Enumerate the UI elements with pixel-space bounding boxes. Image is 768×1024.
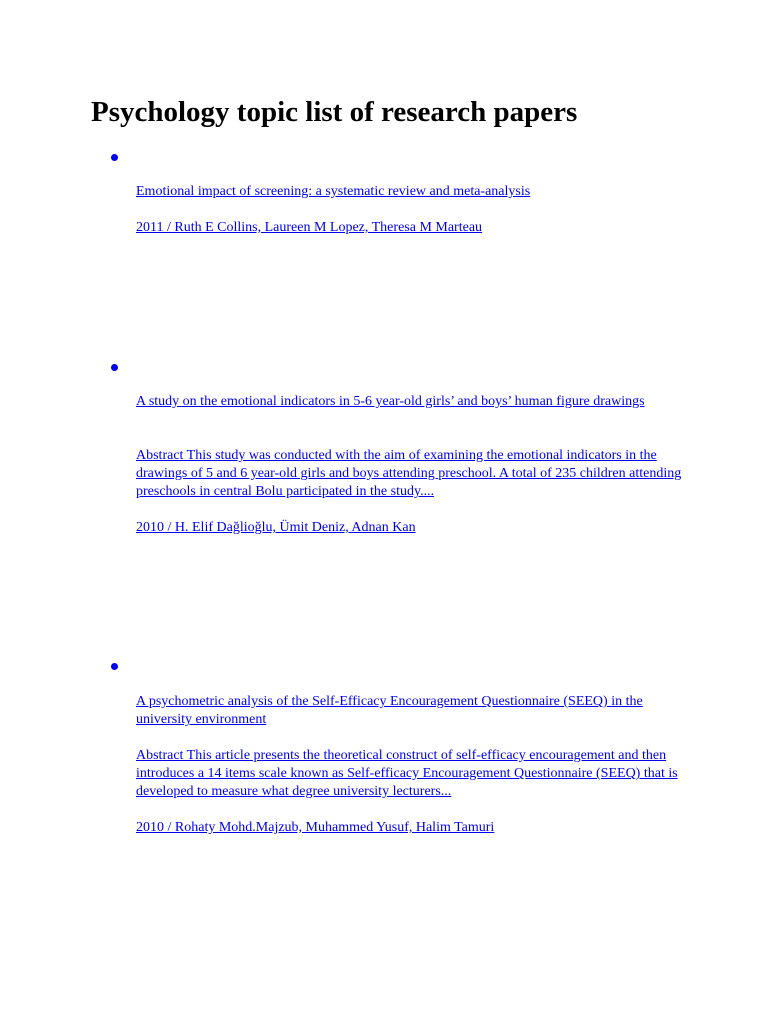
paper-meta-link[interactable]: 2011 / Ruth E Collins, Laureen M Lopez, Theresa M Marteau [136,220,483,235]
bullet-icon [111,364,118,371]
paper-title-link[interactable]: A study on the emotional indicators in 5-6 year-old girls’ and boys’ human figure drawings [136,394,645,409]
paper-abstract-link[interactable]: Abstract This article presents the theoretical construct of self-efficacy encouragement and then introduces a 14 items scale known as Self-efficacy Encouragement Questionnaire (SEEQ) that is developed to measure what degree university lecturers... [136,748,678,799]
bullet-icon [111,663,118,670]
paper-title-link[interactable]: Emotional impact of screening: a systematic review and meta-analysis [136,184,531,199]
page-title: Psychology topic list of research papers [91,96,578,128]
paper-meta-link[interactable]: 2010 / Rohaty Mohd.Majzub, Muhammed Yusuf, Halim Tamuri [136,820,495,835]
paper-abstract-link[interactable]: Abstract This study was conducted with the aim of examining the emotional indicators in the drawings of 5 and 6 year-old girls and boys attending preschool. A total of 235 children attending preschools in central Bolu participated in the study.... [136,448,682,499]
paper-meta-link[interactable]: 2010 / H. Elif Dağlioğlu, Ümit Deniz, Adnan Kan [136,520,416,535]
paper-title-link[interactable]: A psychometric analysis of the Self-Efficacy Encouragement Questionnaire (SEEQ) in the university environment [136,694,643,727]
bullet-icon [111,154,118,161]
